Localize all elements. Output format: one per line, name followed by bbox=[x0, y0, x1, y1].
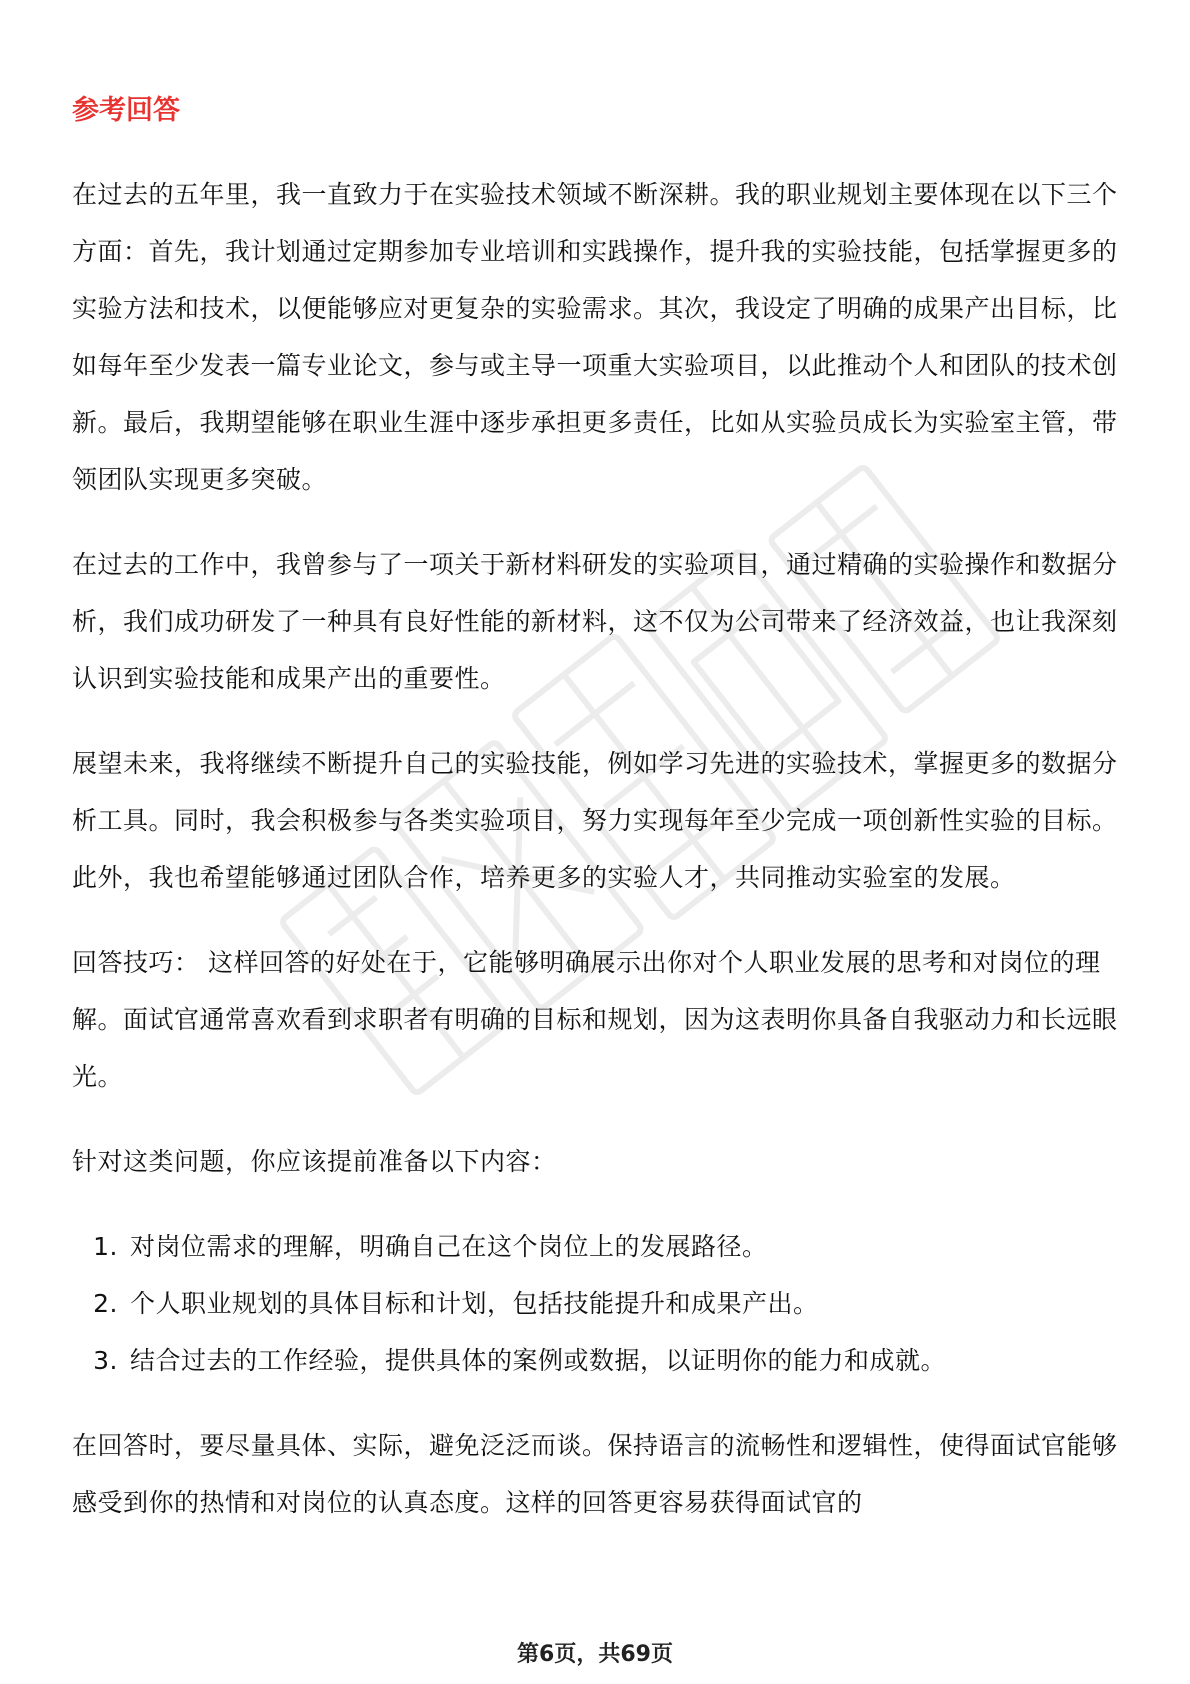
list-item-text: 个人职业规划的具体目标和计划，包括技能提升和成果产出。 bbox=[130, 1289, 819, 1318]
list-item bbox=[72, 1332, 1120, 1389]
paragraph-answer-tips: 回答技巧： 这样回答的好处在于，它能够明确展示出你对个人职业发展的思考和对岗位的理解。面试官通常喜欢看到求职者有明确的目标和规划，因为这表明你具备自我驱动力和长远眼光。 bbox=[72, 948, 1118, 1091]
list-item-number: 3. bbox=[93, 1346, 118, 1375]
document-body bbox=[72, 92, 1120, 1559]
paragraph-closing: 在回答时，要尽量具体、实际，避免泛泛而谈。保持语言的流畅性和逻辑性，使得面试官能够感受到你的热情和对岗位的认真态度。这样的回答更容易获得面试官的 bbox=[72, 1431, 1118, 1517]
list-item-text: 对岗位需求的理解，明确自己在这个岗位上的发展路径。 bbox=[130, 1232, 768, 1261]
page-number: 第6页，共69页 bbox=[517, 1642, 673, 1667]
paragraph-past-work: 在过去的工作中，我曾参与了一项关于新材料研发的实验项目，通过精确的实验操作和数据分析，我们成功研发了一种具有良好性能的新材料，这不仅为公司带来了经济效益，也让我深刻认识到实验技能和成果产出的重要性。 bbox=[72, 550, 1118, 693]
paragraph-preparation-intro: 针对这类问题，你应该提前准备以下内容： bbox=[72, 1147, 557, 1176]
list-item bbox=[72, 1218, 1120, 1275]
list-item-number: 2. bbox=[93, 1289, 118, 1318]
paragraph-future: 展望未来，我将继续不断提升自己的实验技能，例如学习先进的实验技术，掌握更多的数据分析工具。同时，我会积极参与各类实验项目，努力实现每年至少完成一项创新性实验的目标。此外，我也希望能够通过团队合作，培养更多的实验人才，共同推动实验室的发展。 bbox=[72, 749, 1118, 892]
list-item-number: 1. bbox=[93, 1232, 118, 1261]
paragraph-career-plan: 在过去的五年里，我一直致力于在实验技术领域不断深耕。我的职业规划主要体现在以下三个方面：首先，我计划通过定期参加专业培训和实践操作，提升我的实验技能，包括掌握更多的实验方法和技术，以便能够应对更复杂的实验需求。其次，我设定了明确的成果产出目标，比如每年至少发表一篇专业论文，参与或主导一项重大实验项目，以此推动个人和团队的技术创新。最后，我期望能够在职业生涯中逐步承担更多责任，比如从实验员成长为实验室主管，带领团队实现更多突破。 bbox=[72, 180, 1118, 494]
list-item bbox=[72, 1275, 1120, 1332]
preparation-list bbox=[72, 1218, 1120, 1389]
section-heading: 参考回答 bbox=[72, 95, 180, 126]
list-item-text: 结合过去的工作经验，提供具体的案例或数据，以证明你的能力和成就。 bbox=[130, 1346, 947, 1375]
